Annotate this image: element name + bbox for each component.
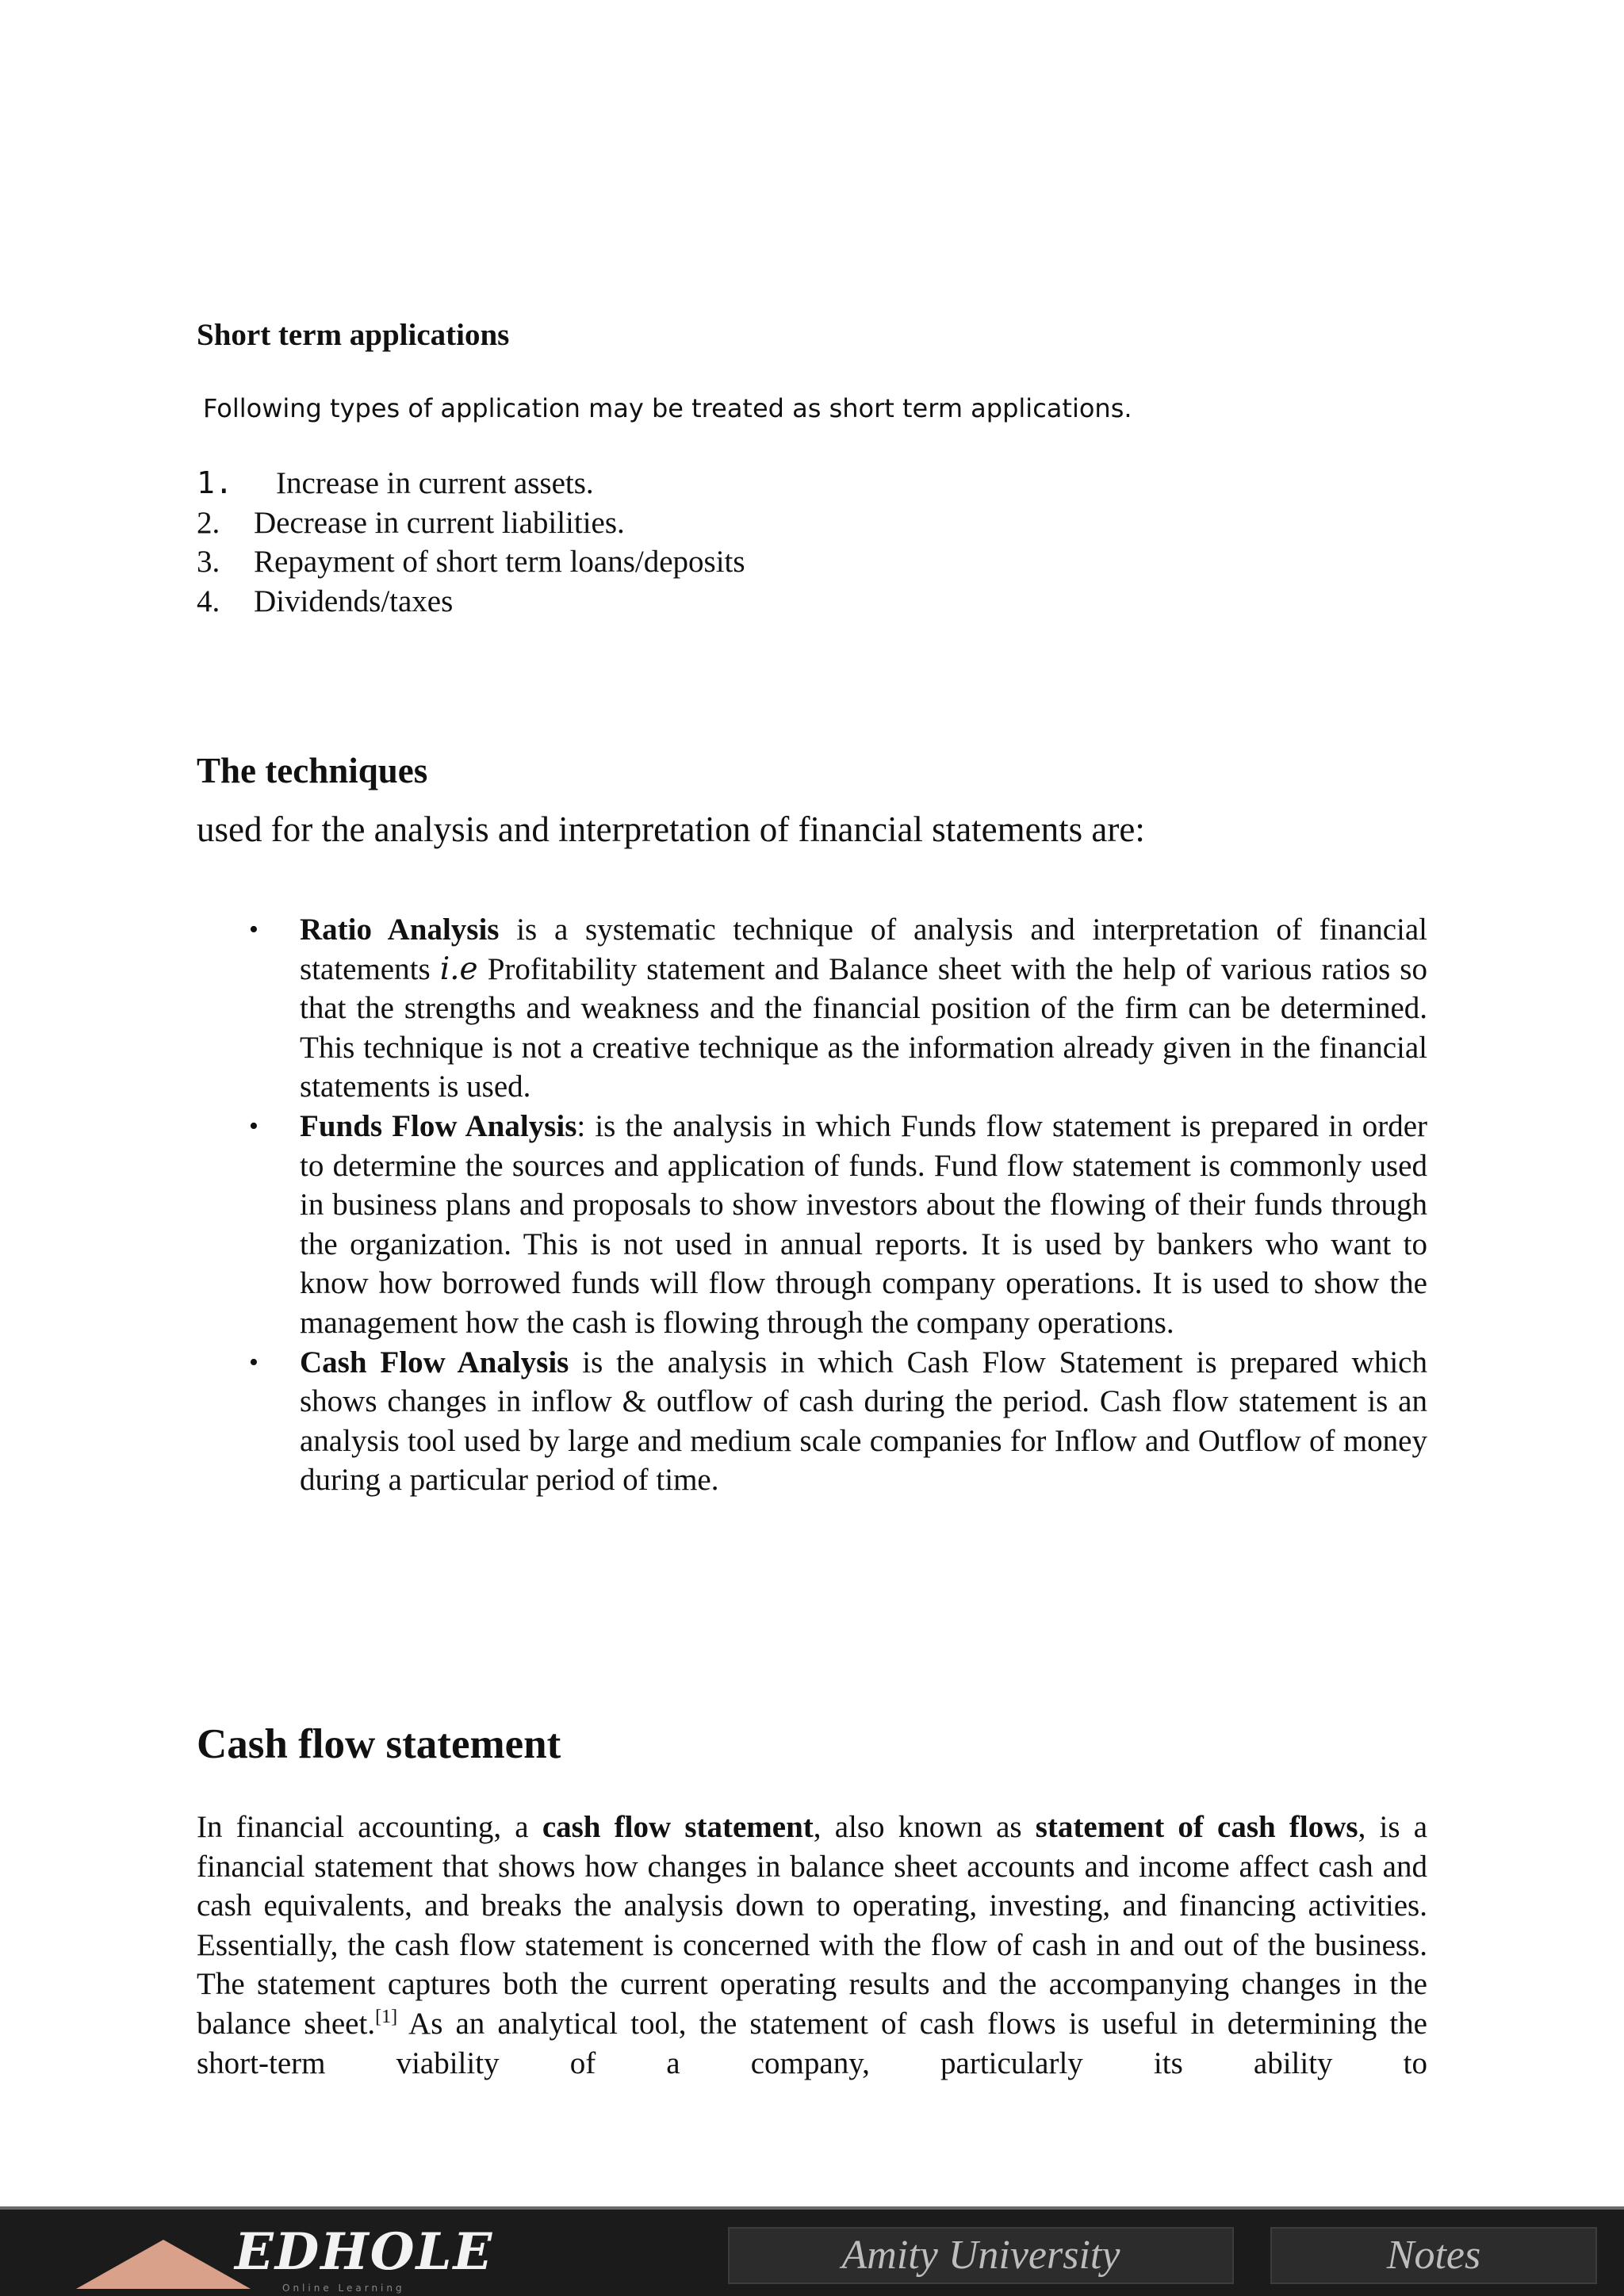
- bullet-text: [300, 1343, 1427, 1500]
- institution-label: Amity University: [728, 2227, 1234, 2284]
- list-text: Increase in current assets.: [276, 466, 594, 500]
- bullet-text: [300, 1107, 1427, 1343]
- list-text: Dividends/taxes: [254, 584, 454, 618]
- reference-link[interactable]: [1]: [375, 2006, 398, 2027]
- short-term-list: [197, 464, 745, 621]
- logo-subtext: Online Learning: [282, 2283, 405, 2294]
- bullet-icon: •: [249, 1111, 259, 1141]
- list-number: 2.: [197, 505, 220, 540]
- bullet-body: is the analysis in which Cash Flow Statement is prepared which shows changes in inflow & outflow of cash during the period. Cash flow statement is an analysis tool used by large and medium scale companies for Inflow and Outflow of money during a particular period of time.: [300, 1345, 1427, 1498]
- list-item: [197, 1107, 1427, 1343]
- notes-label: Notes: [1270, 2227, 1597, 2284]
- list-item: [197, 582, 745, 622]
- list-item: [197, 910, 1427, 1107]
- bullet-icon: •: [249, 1347, 259, 1377]
- logo-text: EDHOLE: [235, 2222, 494, 2282]
- term-funds-flow-analysis: Funds Flow Analysis: [300, 1108, 577, 1143]
- term-cash-flow-analysis: Cash Flow Analysis: [300, 1345, 569, 1380]
- bullet-body: : is the analysis in which Funds flow statement is prepared in order to determine the sources and application of funds. Fund flow statement is commonly used in business plans and proposals to show investors about the flowing of their funds through the organization. This is not used in annual reports. It is used by bankers who want to know how borrowed funds will flow through company operations. It is used to show the management how the cash is flowing through the company operations.: [300, 1108, 1427, 1340]
- list-text: Repayment of short term loans/deposits: [254, 545, 745, 579]
- techniques-list: [197, 910, 1427, 1500]
- techniques-subheading: used for the analysis and interpretation of financial statements are:: [197, 809, 1145, 849]
- list-number: 3.: [197, 545, 220, 579]
- bullet-body: Profitability statement and Balance sheet with the help of various ratios so that the strengths and weakness and the financial position of the firm can be determined. This technique is not a creative technique as the information already given in the financial statements is used.: [300, 951, 1427, 1104]
- bullet-body: is a systematic technique of analysis and interpretation of financial statements: [300, 913, 1427, 986]
- bullet-text: [300, 910, 1427, 1107]
- list-item: [197, 542, 745, 582]
- bold-term: statement of cash flows: [1035, 1810, 1358, 1844]
- bold-term: cash flow statement: [542, 1810, 814, 1844]
- paragraph-text: As an analytical tool, the statement of cash flows is useful in determining the short-term viability of a company, particularly its ability to: [197, 2006, 1427, 2080]
- techniques-heading: The techniques: [197, 751, 428, 790]
- paragraph-text: , is a financial statement that shows how changes in balance sheet accounts and income affect cash and cash equivalents, and breaks the analysis down to operating, investing, and financing activities. Essentially, the cash flow statement is concerned with the flow of cash in and out of the business. The statement captures both the current operating results and the accompanying changes in the balance sheet.: [197, 1810, 1427, 2041]
- list-text: Decrease in current liabilities.: [254, 505, 625, 540]
- ie-abbrev: i.e: [439, 951, 478, 987]
- edhole-logo[interactable]: [76, 2218, 615, 2294]
- paragraph-text: , also known as: [813, 1810, 1036, 1844]
- term-ratio-analysis: Ratio Analysis: [300, 913, 500, 947]
- bullet-icon: •: [249, 915, 259, 944]
- short-term-heading: Short term applications: [197, 318, 510, 352]
- list-item: [197, 503, 745, 543]
- list-number: 1.: [197, 465, 233, 500]
- cash-flow-paragraph: [197, 1808, 1427, 2083]
- list-number: 4.: [197, 584, 220, 618]
- list-item: [197, 1343, 1427, 1500]
- short-term-intro: Following types of application may be treated as short term applications.: [203, 393, 1132, 423]
- cash-flow-heading: Cash flow statement: [197, 1721, 561, 1767]
- list-item: [197, 464, 745, 503]
- paragraph-text: In financial accounting, a: [197, 1810, 542, 1844]
- pyramid-icon: [76, 2240, 251, 2289]
- footer-bar: [0, 2206, 1624, 2296]
